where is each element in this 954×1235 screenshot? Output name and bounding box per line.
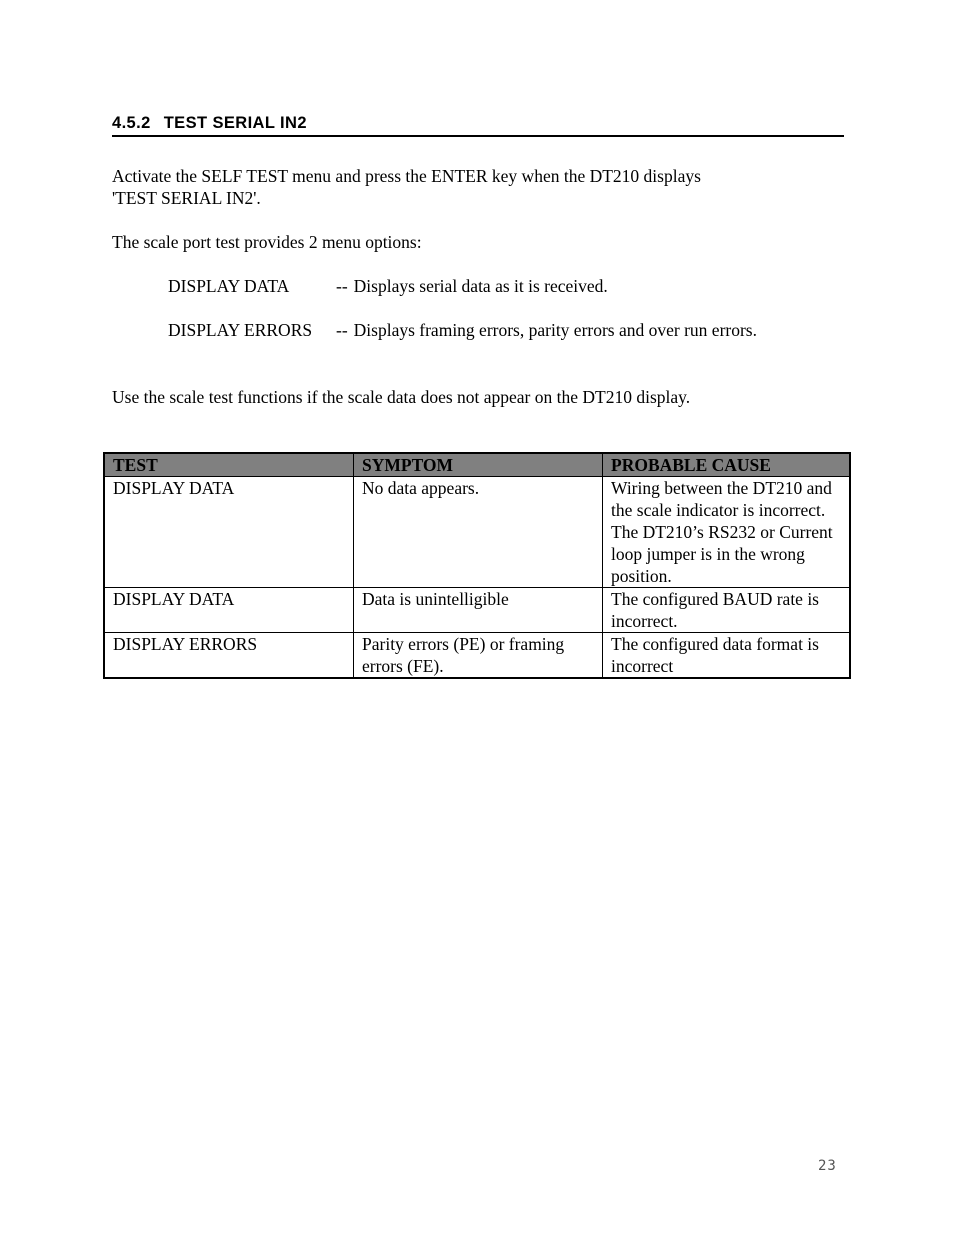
section-title: TEST SERIAL IN2: [163, 114, 307, 132]
table-row: [104, 588, 850, 633]
cell-symptom: No data appears.: [354, 477, 603, 588]
intro-line-1: Activate the SELF TEST menu and press the ENTER key when the DT210 displays: [112, 166, 701, 186]
cell-symptom: Data is unintelligible: [354, 588, 603, 633]
cell-cause: The configured BAUD rate is incorrect.: [603, 588, 851, 633]
header-test: TEST: [104, 453, 354, 477]
option-separator: --: [336, 320, 348, 340]
cell-cause: Wiring between the DT210 and the scale indicator is incorrect. The DT210’s RS232 or Current loop jumper is in the wrong position.: [603, 477, 851, 588]
option-name: DISPLAY ERRORS: [168, 320, 313, 340]
table-header-row: [104, 453, 850, 477]
section-number: 4.5.2: [112, 114, 151, 132]
intro-line-2: 'TEST SERIAL IN2'.: [112, 188, 261, 208]
usage-note: Use the scale test functions if the scale data does not appear on the DT210 display.: [112, 387, 691, 407]
cell-test: DISPLAY DATA: [104, 477, 354, 588]
page-number: 23: [818, 1158, 837, 1174]
table-row: [104, 477, 850, 588]
cell-symptom: Parity errors (PE) or framing errors (FE).: [354, 633, 603, 679]
cell-cause: The configured data format is incorrect: [603, 633, 851, 679]
cell-test: DISPLAY DATA: [104, 588, 354, 633]
option-display-data: [168, 275, 608, 297]
option-description: Displays serial data as it is received.: [353, 276, 608, 296]
option-separator: --: [336, 276, 348, 296]
option-display-errors: [168, 319, 757, 341]
header-probable-cause: PROBABLE CAUSE: [603, 453, 851, 477]
header-symptom: SYMPTOM: [354, 453, 603, 477]
options-intro: The scale port test provides 2 menu options:: [112, 232, 422, 252]
section-heading: [112, 113, 844, 137]
option-description: Displays framing errors, parity errors and over run errors.: [353, 320, 757, 340]
option-name: DISPLAY DATA: [168, 276, 290, 296]
troubleshooting-table: [103, 452, 851, 679]
cell-test: DISPLAY ERRORS: [104, 633, 354, 679]
table-row: [104, 633, 850, 679]
